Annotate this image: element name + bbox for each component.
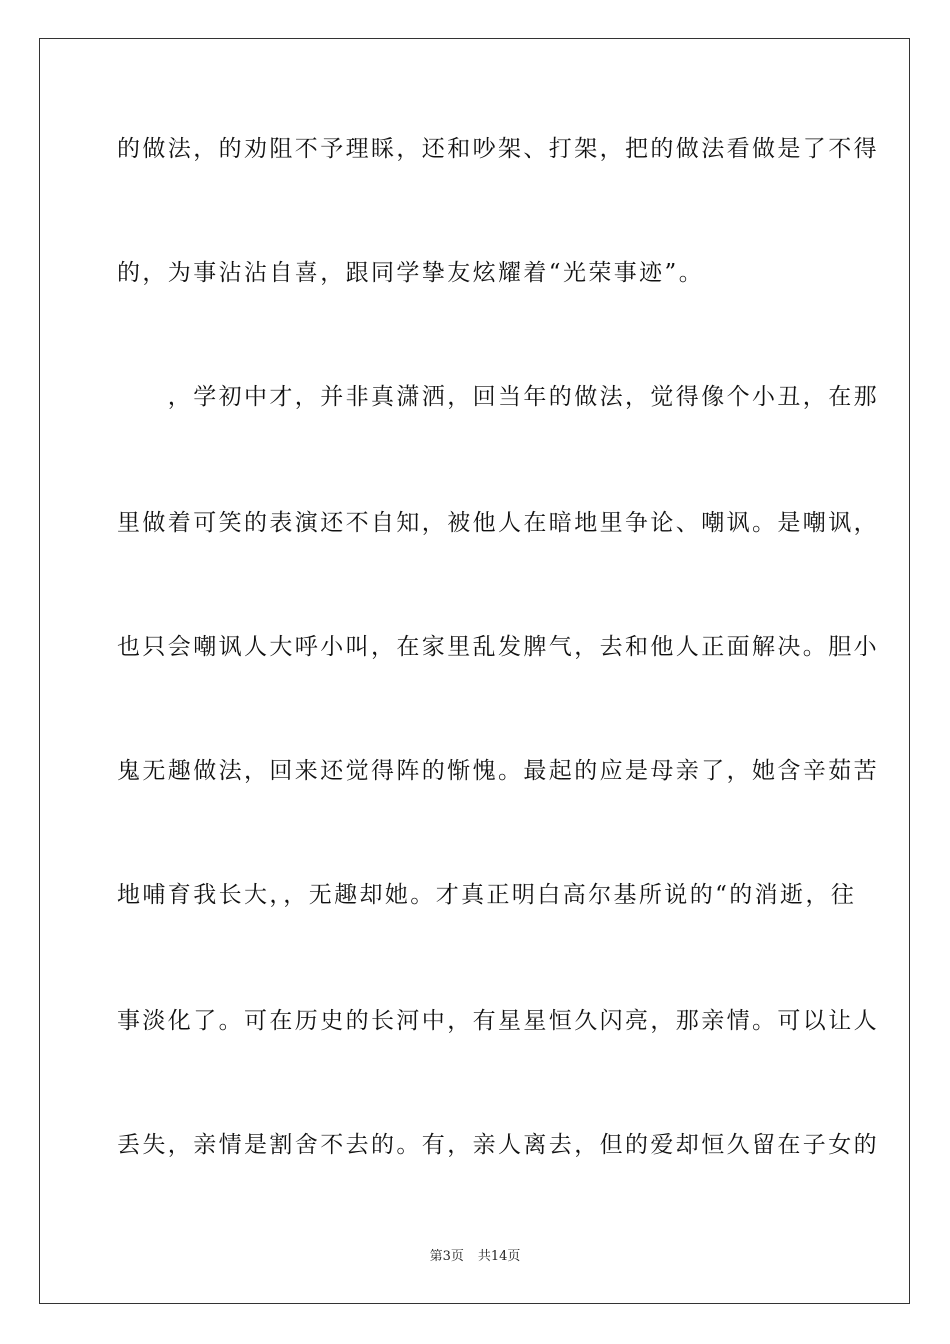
body-text-line: 丢失，亲情是割舍不去的。有，亲人离去，但的爱却恒久留在子女的 (117, 1132, 879, 1158)
body-text-line: 鬼无趣做法，回来还觉得阵的惭愧。最起的应是母亲了，她含辛茹苦 (117, 758, 879, 784)
page-footer (0, 1248, 950, 1266)
page-number: 第3页 (429, 1249, 464, 1264)
body-text-line: 里做着可笑的表演还不自知，被他人在暗地里争论、嘲讽。是嘲讽， (117, 510, 879, 536)
page-border (39, 38, 910, 1304)
body-text-line: 地哺育我长大，，无趣却她。才真正明白高尔基所说的“的消逝，往 (117, 882, 857, 908)
body-text-line: 也只会嘲讽人大呼小叫，在家里乱发脾气，去和他人正面解决。胆小 (117, 634, 879, 660)
body-text-line: 事淡化了。可在历史的长河中，有星星恒久闪亮，那亲情。可以让人 (117, 1008, 879, 1034)
body-text-line: 的做法，的劝阻不予理睬，还和吵架、打架，把的做法看做是了不得 (117, 136, 879, 162)
body-text-line: ，学初中才，并非真潇洒，回当年的做法，觉得像个小丑，在那 (117, 384, 879, 410)
body-text-line: 的，为事沾沾自喜，跟同学挚友炫耀着“光荣事迹”。 (117, 260, 705, 286)
total-pages: 共14页 (477, 1249, 521, 1264)
